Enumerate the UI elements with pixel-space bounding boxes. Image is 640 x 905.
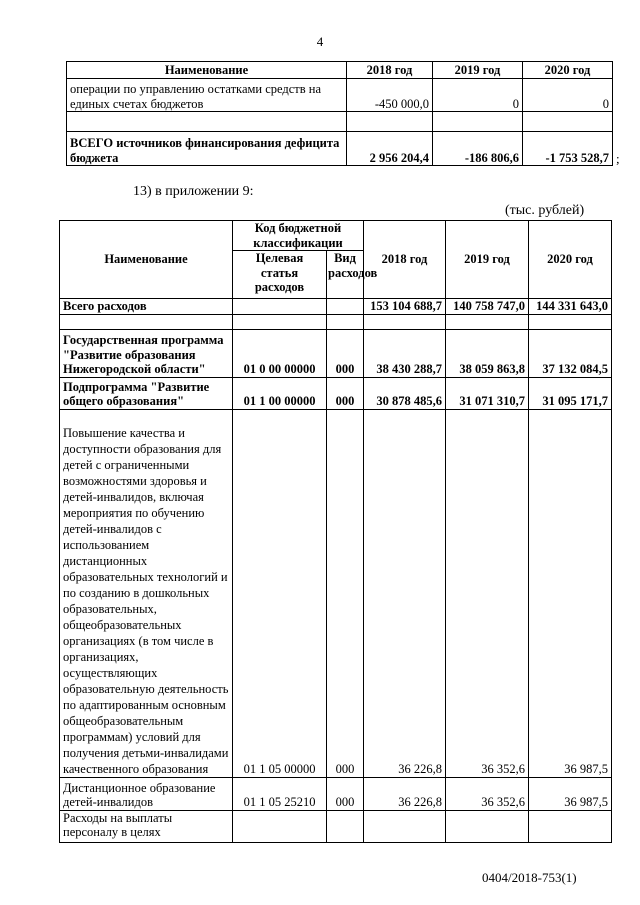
- value-2019: [446, 810, 529, 842]
- column-header-2019: 2019 год: [446, 221, 529, 299]
- value-2018: [364, 314, 446, 329]
- table-row: [60, 314, 612, 329]
- kind-code: [327, 299, 364, 315]
- table-row: [60, 377, 612, 409]
- target-code: 01 1 00 00000: [233, 377, 327, 409]
- row-name: Всего расходов: [60, 299, 233, 315]
- value-2019: 140 758 747,0: [446, 299, 529, 315]
- value-2020: 36 987,5: [529, 777, 612, 810]
- row-name: Повышение качества и доступности образования для детей с ограниченными возможностями здоровья и детей-инвалидов, включая мероприятия по обучению детей-инвалидов с использованием дистанционных образовательных технологий и по созданию в дошкольных образовательных, общеобразовательных организациях (в том числе в организациях, осуществляющих образовательную деятельность по адаптированным основным общеобразовательным программам) условий для получения детьми-инвалидами качественного образования: [60, 409, 233, 777]
- value-2018: 36 226,8: [364, 777, 446, 810]
- column-header-name: Наименование: [67, 62, 347, 79]
- value-2018: 38 430 288,7: [364, 329, 446, 377]
- section-title: 13) в приложении 9:: [133, 184, 254, 199]
- table-header-row: [67, 62, 613, 79]
- trailing-semicolon: ;: [616, 151, 620, 166]
- column-header-code-group: Код бюджетной классификации: [233, 221, 364, 251]
- value-2019: 36 352,6: [446, 777, 529, 810]
- value-2020: 0: [523, 79, 613, 112]
- expenses-table: [59, 220, 612, 843]
- value-2018: 2 956 204,4: [347, 132, 433, 166]
- target-code: [233, 810, 327, 842]
- value-2019: 31 071 310,7: [446, 377, 529, 409]
- table-row: [67, 112, 613, 132]
- value-2018: 30 878 485,6: [364, 377, 446, 409]
- value-2020: [529, 314, 612, 329]
- row-name: ВСЕГО источников финансирования дефицита бюджета: [67, 132, 347, 166]
- row-name: [60, 314, 233, 329]
- column-header-2019: 2019 год: [433, 62, 523, 79]
- value-2020: 36 987,5: [529, 409, 612, 777]
- table-row: [60, 777, 612, 810]
- value-2020: [529, 810, 612, 842]
- column-header-2018: 2018 год: [347, 62, 433, 79]
- value-2019: [446, 314, 529, 329]
- target-code: 01 0 00 00000: [233, 329, 327, 377]
- target-code: 01 1 05 25210: [233, 777, 327, 810]
- footer-document-code: 0404/2018-753(1): [482, 870, 577, 885]
- table-row: [60, 810, 612, 842]
- table-row: [60, 409, 612, 777]
- column-header-2020: 2020 год: [523, 62, 613, 79]
- column-header-kind: Вид расходов: [327, 251, 364, 299]
- table-row-total: [60, 299, 612, 315]
- target-code: [233, 314, 327, 329]
- kind-code: 000: [327, 377, 364, 409]
- row-name: Расходы на выплаты персоналу в целях: [60, 810, 233, 842]
- value-2018: -450 000,0: [347, 79, 433, 112]
- row-name: операции по управлению остатками средств на единых счетах бюджетов: [67, 79, 347, 112]
- value-2019: 0: [433, 79, 523, 112]
- value-2018: 153 104 688,7: [364, 299, 446, 315]
- financing-sources-table: [66, 61, 613, 166]
- row-name: Дистанционное образование детей-инвалидов: [60, 777, 233, 810]
- table-row-total: [67, 132, 613, 166]
- kind-code: 000: [327, 409, 364, 777]
- units-label: (тыс. рублей): [505, 203, 585, 218]
- kind-code: [327, 314, 364, 329]
- row-name: [67, 112, 347, 132]
- row-name: Подпрограмма "Развитие общего образования": [60, 377, 233, 409]
- value-2018: 36 226,8: [364, 409, 446, 777]
- target-code: [233, 299, 327, 315]
- value-2020: -1 753 528,7: [523, 132, 613, 166]
- column-header-target: Целевая статья расходов: [233, 251, 327, 299]
- table-row: [60, 329, 612, 377]
- table-row: [67, 79, 613, 112]
- column-header-2018: 2018 год: [364, 221, 446, 299]
- page-number: 4: [316, 34, 324, 49]
- value-2019: [433, 112, 523, 132]
- value-2018: [347, 112, 433, 132]
- value-2019: -186 806,6: [433, 132, 523, 166]
- column-header-name: Наименование: [60, 221, 233, 299]
- target-code: 01 1 05 00000: [233, 409, 327, 777]
- value-2020: 31 095 171,7: [529, 377, 612, 409]
- kind-code: [327, 810, 364, 842]
- column-header-2020: 2020 год: [529, 221, 612, 299]
- value-2020: [523, 112, 613, 132]
- value-2020: 144 331 643,0: [529, 299, 612, 315]
- value-2020: 37 132 084,5: [529, 329, 612, 377]
- value-2018: [364, 810, 446, 842]
- value-2019: 38 059 863,8: [446, 329, 529, 377]
- kind-code: 000: [327, 329, 364, 377]
- row-name: Государственная программа "Развитие образования Нижегородской области": [60, 329, 233, 377]
- kind-code: 000: [327, 777, 364, 810]
- value-2019: 36 352,6: [446, 409, 529, 777]
- table-header-row: [60, 221, 612, 251]
